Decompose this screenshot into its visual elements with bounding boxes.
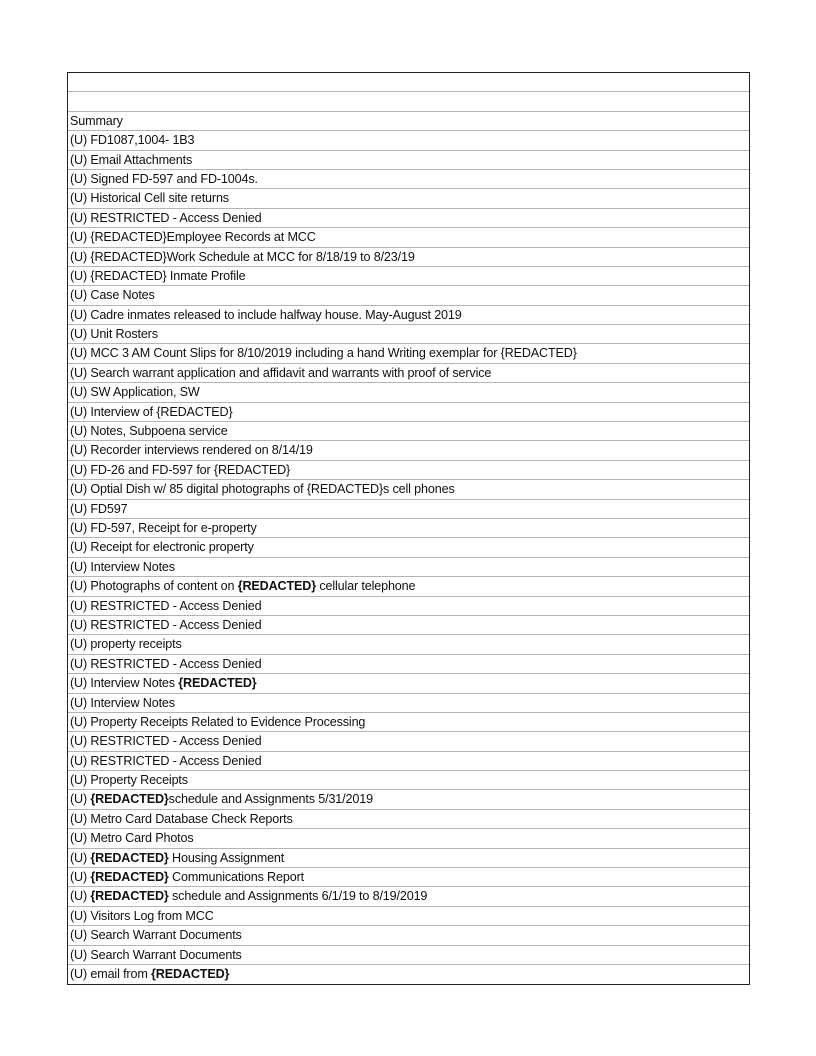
row-text: (U) Property Receipts	[70, 773, 188, 788]
table-row	[68, 500, 749, 519]
table-row	[68, 306, 749, 325]
row-text: (U) Notes, Subpoena service	[70, 424, 228, 439]
table-row	[68, 616, 749, 635]
row-text: (U) RESTRICTED - Access Denied	[70, 753, 262, 768]
table-row	[68, 577, 749, 596]
table-row	[68, 829, 749, 848]
table-row	[68, 151, 749, 170]
row-text: (U) Unit Rosters	[70, 327, 158, 342]
row-text: (U) Optial Dish w/ 85 digital photographs of {REDACTED}s cell phones	[70, 482, 455, 497]
row-text: Communications Report	[168, 870, 304, 885]
row-text: (U) Search Warrant Documents	[70, 928, 242, 943]
redacted-text: {REDACTED}	[90, 792, 169, 807]
table-row	[68, 907, 749, 926]
blank-row	[68, 73, 749, 92]
row-text: (U)	[70, 870, 91, 885]
table-row	[68, 790, 749, 809]
redacted-text: {REDACTED}	[90, 870, 169, 885]
row-text: (U) RESTRICTED - Access Denied	[70, 210, 262, 225]
table-row	[68, 267, 749, 286]
row-text: (U) Recorder interviews rendered on 8/14/19	[70, 443, 313, 458]
row-text: (U) Case Notes	[70, 288, 155, 303]
row-text: Housing Assignment	[168, 850, 285, 865]
row-text: (U) Interview Notes	[70, 695, 175, 710]
row-text: (U) Email Attachments	[70, 152, 193, 167]
row-text: (U) Metro Card Database Check Reports	[70, 811, 293, 826]
row-text: (U) Visitors Log from MCC	[70, 908, 214, 923]
table-row	[68, 674, 749, 693]
row-text: (U) Interview Notes	[70, 559, 175, 574]
table-row	[68, 286, 749, 305]
row-text: (U) {REDACTED} Inmate Profile	[70, 268, 246, 283]
table-row	[68, 364, 749, 383]
table-row	[68, 597, 749, 616]
table-row	[68, 926, 749, 945]
table-row	[68, 635, 749, 654]
redacted-text: {REDACTED}	[178, 676, 257, 691]
row-text: (U) property receipts	[70, 637, 182, 652]
row-text: (U) FD597	[70, 501, 128, 516]
row-text: schedule and Assignments 5/31/2019	[168, 792, 373, 807]
row-text: (U)	[70, 850, 91, 865]
table-row	[68, 228, 749, 247]
row-text: (U) MCC 3 AM Count Slips for 8/10/2019 including a hand Writing exemplar for {REDACTED}	[70, 346, 577, 361]
table-row	[68, 383, 749, 402]
row-text: (U) Property Receipts Related to Evidence Processing	[70, 714, 366, 729]
table-row	[68, 131, 749, 150]
table-row	[68, 519, 749, 538]
table-row	[68, 965, 749, 984]
table-row	[68, 887, 749, 906]
table-row	[68, 209, 749, 228]
table-row	[68, 810, 749, 829]
row-text: (U) RESTRICTED - Access Denied	[70, 734, 262, 749]
row-text: (U) FD-597, Receipt for e-property	[70, 520, 257, 535]
redacted-text: {REDACTED}	[237, 579, 316, 594]
table-row	[68, 655, 749, 674]
table-row	[68, 538, 749, 557]
row-text: (U) FD1087,1004- 1B3	[70, 133, 195, 148]
table-row	[68, 403, 749, 422]
row-text: (U)	[70, 889, 91, 904]
table-row	[68, 713, 749, 732]
row-text: (U) Metro Card Photos	[70, 831, 194, 846]
row-text: (U) FD-26 and FD-597 for {REDACTED}	[70, 462, 291, 477]
table-row	[68, 441, 749, 460]
table-row	[68, 170, 749, 189]
table-row	[68, 752, 749, 771]
table-row	[68, 480, 749, 499]
row-text: (U) RESTRICTED - Access Denied	[70, 617, 262, 632]
row-text: (U) Signed FD-597 and FD-1004s.	[70, 171, 258, 186]
table-row	[68, 422, 749, 441]
row-text: cellular telephone	[316, 579, 416, 594]
redacted-text: {REDACTED}	[90, 850, 169, 865]
table-row	[68, 868, 749, 887]
row-text: (U) Historical Cell site returns	[70, 191, 229, 206]
table-row	[68, 946, 749, 965]
redacted-text: {REDACTED}	[90, 889, 169, 904]
row-text: (U) Cadre inmates released to include halfway house. May-August 2019	[70, 307, 462, 322]
table-row	[68, 189, 749, 208]
table-row	[68, 558, 749, 577]
row-text: (U) email from	[70, 966, 152, 981]
table-row	[68, 248, 749, 267]
row-text: (U) Search Warrant Documents	[70, 947, 242, 962]
table-row	[68, 344, 749, 363]
row-text: (U) Interview Notes	[70, 676, 179, 691]
table-row	[68, 325, 749, 344]
row-text: (U) RESTRICTED - Access Denied	[70, 598, 262, 613]
row-text: schedule and Assignments 6/1/19 to 8/19/2019	[168, 889, 428, 904]
row-text: (U) Photographs of content on	[70, 579, 238, 594]
row-text: (U) Interview of {REDACTED}	[70, 404, 233, 419]
table-row	[68, 461, 749, 480]
row-text: (U) Search warrant application and affidavit and warrants with proof of service	[70, 365, 492, 380]
table-row	[68, 771, 749, 790]
table-row	[68, 849, 749, 868]
summary-table	[67, 72, 750, 985]
blank-row	[68, 92, 749, 111]
table-row	[68, 732, 749, 751]
row-text: (U) {REDACTED}Work Schedule at MCC for 8/18/19 to 8/23/19	[70, 249, 415, 264]
table-header-summary: Summary	[68, 112, 749, 131]
row-text: (U) {REDACTED}Employee Records at MCC	[70, 230, 316, 245]
row-text: (U) SW Application, SW	[70, 385, 200, 400]
row-text: (U) RESTRICTED - Access Denied	[70, 656, 262, 671]
row-text: (U) Receipt for electronic property	[70, 540, 254, 555]
table-row	[68, 694, 749, 713]
redacted-text: {REDACTED}	[151, 966, 230, 981]
row-text: (U)	[70, 792, 91, 807]
